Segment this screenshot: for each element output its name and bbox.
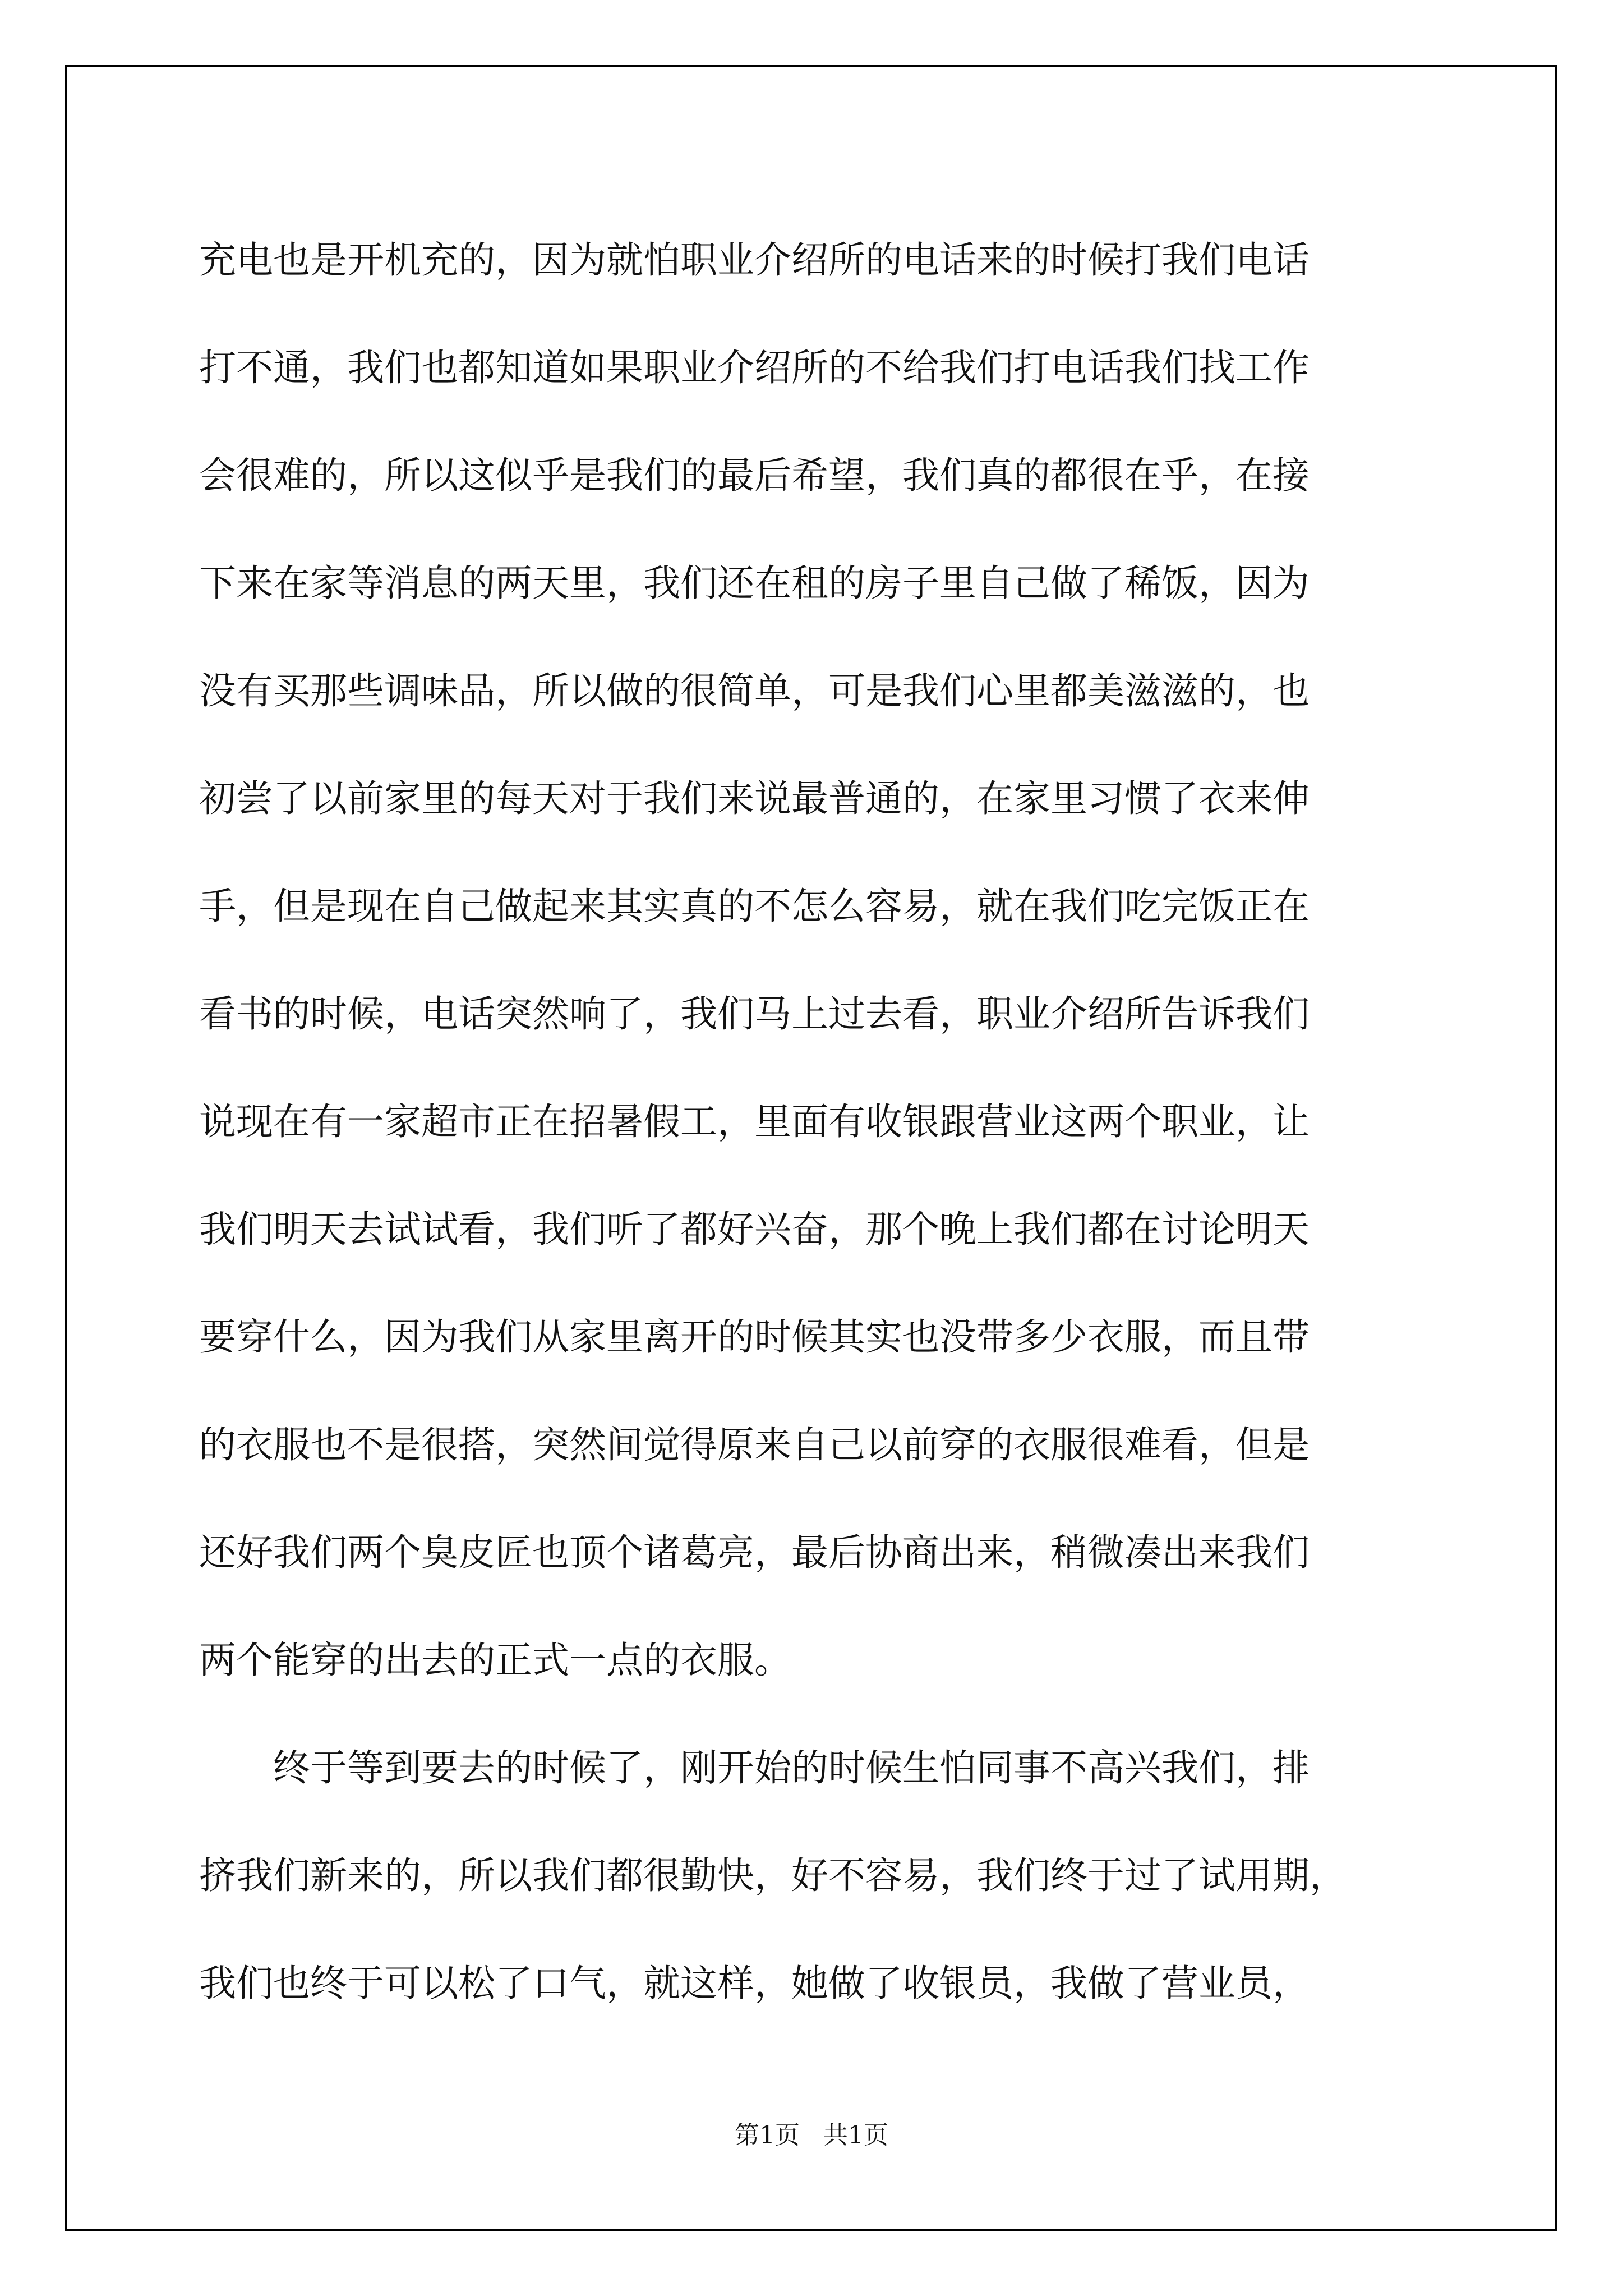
page-footer: 第1页 共1页 [735, 2121, 888, 2150]
text-line: 手，但是现在自己做起来其实真的不怎么容易，就在我们吃完饭正在 [199, 885, 1310, 928]
text-line: 终于等到要去的时候了，刚开始的时候生怕同事不高兴我们，排 [199, 1746, 1310, 1789]
text-line: 打不通，我们也都知道如果职业介绍所的不给我们打电话我们找工作 [199, 346, 1310, 389]
text-line: 要穿什么，因为我们从家里离开的时候其实也没带多少衣服，而且带 [199, 1315, 1310, 1359]
text-line: 说现在有一家超市正在招暑假工，里面有收银跟营业这两个职业，让 [199, 1100, 1310, 1143]
text-line: 还好我们两个臭皮匠也顶个诸葛亮，最后协商出来，稍微凑出来我们 [199, 1531, 1310, 1574]
text-line: 下来在家等消息的两天里，我们还在租的房子里自己做了稀饭，因为 [199, 562, 1310, 605]
text-line: 我们也终于可以松了口气，就这样，她做了收银员，我做了营业员， [199, 1962, 1310, 2005]
text-line: 看书的时候，电话突然响了，我们马上过去看，职业介绍所告诉我们 [199, 992, 1310, 1036]
text-line: 的衣服也不是很搭，突然间觉得原来自己以前穿的衣服很难看，但是 [199, 1423, 1310, 1466]
document-body [199, 206, 1433, 2037]
text-line: 会很难的，所以这似乎是我们的最后希望，我们真的都很在乎，在接 [199, 454, 1310, 497]
text-line: 挤我们新来的，所以我们都很勤快，好不容易，我们终于过了试用期， [199, 1854, 1347, 1897]
text-line: 初尝了以前家里的每天对于我们来说最普通的，在家里习惯了衣来伸 [199, 777, 1310, 820]
text-line: 充电也是开机充的，因为就怕职业介绍所的电话来的时候打我们电话 [199, 238, 1310, 282]
text-line: 我们明天去试试看，我们听了都好兴奋，那个晚上我们都在讨论明天 [199, 1208, 1310, 1251]
text-line: 两个能穿的出去的正式一点的衣服。 [199, 1639, 791, 1682]
text-line: 没有买那些调味品，所以做的很简单，可是我们心里都美滋滋的，也 [199, 669, 1310, 712]
